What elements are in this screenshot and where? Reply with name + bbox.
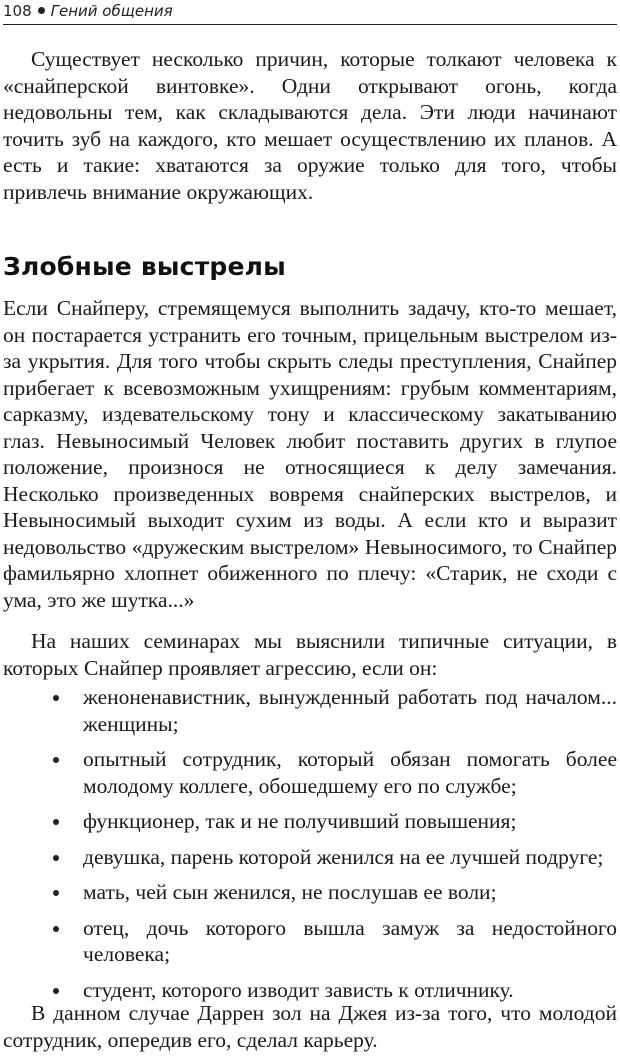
list-item	[3, 808, 617, 835]
list-item	[3, 915, 617, 968]
closing-paragraph-block	[3, 1000, 617, 1053]
bullet-icon	[53, 819, 59, 825]
section-paragraph-block	[3, 295, 617, 613]
bullet-icon	[53, 926, 59, 932]
section-paragraph: Если Снайперу, стремящемуся выполнить задачу, кто-то мешает, он постарается устранить его точным, прицельным выстрелом из-за укрытия. Для того чтобы скрыть следы преступления, Снайпер прибегает к всевозможным ухищрениям: грубым комментариям, сарказму, издевательскому тону и классическому закатыванию глаз. Невыносимый Человек любит поставить других в глупое положение, произнося не относящиеся к делу замечания. Несколько произведенных вовремя снайперских выстрелов, и Невыносимый выходит сухим из воды. А если кто и выразит недовольство «дружеским выстрелом» Невыносимого, то Снайпер фамильярно хлопнет обиженного по плечу: «Старик, не сходи с ума, это же шутка...»	[3, 296, 617, 612]
bullet-icon	[53, 890, 59, 896]
seminar-paragraph-block	[3, 628, 617, 681]
bullet-icon	[53, 695, 59, 701]
running-header	[3, 2, 617, 25]
bullet-icon	[53, 757, 59, 763]
situation-list	[3, 684, 617, 1012]
list-item	[3, 746, 617, 799]
intro-paragraph: Существует несколько причин, которые толкают человека к «снайперской винтовке». Одни открывают огонь, когда недовольны тем, как складываются дела. Эти люди начинают точить зуб на каждого, кто мешает осуществлению их планов. А есть и такие: хватаются за оружие только для того, чтобы привлечь внимание окружающих.	[3, 47, 617, 204]
seminar-paragraph: На наших семинарах мы выяснили типичные ситуации, в которых Снайпер проявляет агрессию, если он:	[3, 629, 617, 680]
list-item-text: студент, которого изводит зависть к отличнику.	[83, 977, 514, 1002]
book-title: Гений общения	[50, 2, 173, 20]
bullet-separator-icon	[38, 7, 45, 14]
list-item-text: девушка, парень которой женился на ее лучшей подруге;	[83, 844, 604, 869]
list-item-text: мать, чей сын женился, не послушав ее воли;	[83, 880, 497, 904]
list-item-text: отец, дочь которого вышла замуж за недостойного человека;	[83, 915, 617, 966]
list-item-text: женоненавистник, вынужденный работать под началом... женщины;	[83, 685, 617, 736]
bullet-icon	[53, 988, 59, 994]
list-item	[3, 879, 617, 906]
closing-paragraph: В данном случае Даррен зол на Джея из-за того, что молодой сотрудник, опередив его, сделал карьеру.	[3, 1001, 617, 1052]
bullet-icon	[53, 855, 59, 861]
page-number: 108	[3, 2, 32, 20]
list-item	[3, 844, 617, 871]
list-item-text: функционер, так и не получивший повышения;	[83, 809, 517, 833]
intro-paragraph-block	[3, 46, 617, 205]
list-item	[3, 684, 617, 737]
section-heading: Злобные выстрелы	[3, 252, 286, 281]
list-item-text: опытный сотрудник, который обязан помогать более молодому коллеге, обошедшему его по службе;	[83, 747, 617, 798]
